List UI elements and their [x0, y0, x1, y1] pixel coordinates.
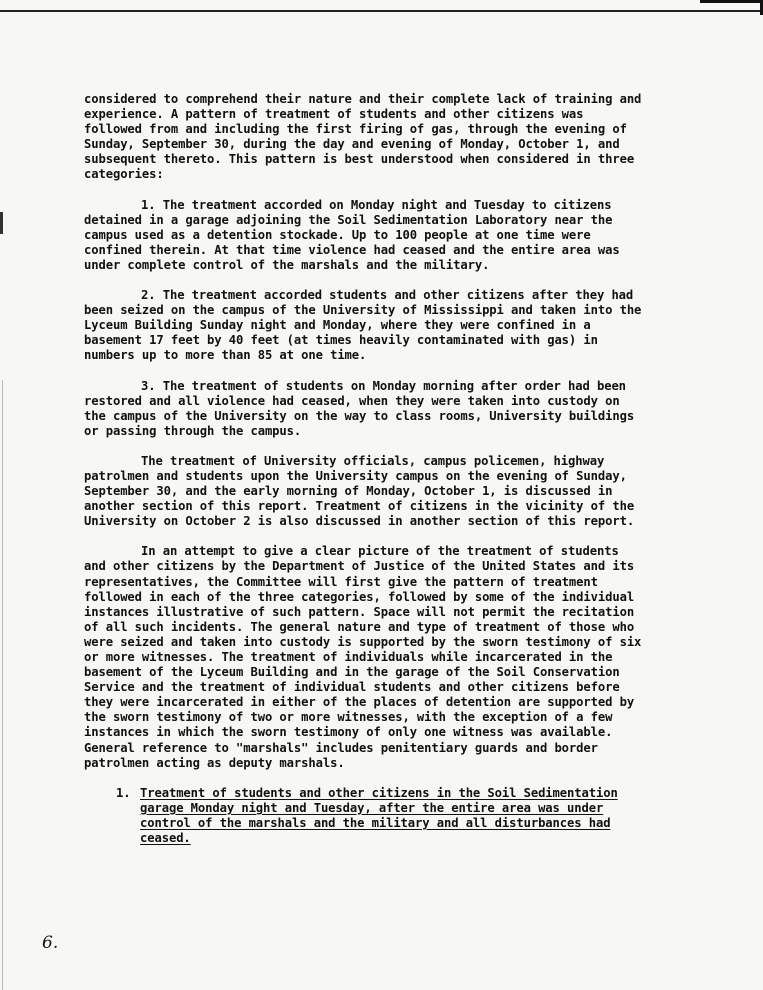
paragraph-intro: considered to comprehend their nature and their complete lack of training and experience. A pattern of treatment of students and other citizens was followed from and including the first firing of gas, through the evening of Sunday, September 30, during the day and evening of Monday, October 1, and subsequent thereto. This pattern is best understood when considered in three categories:: [84, 92, 642, 182]
paragraph-officials: The treatment of University officials, campus policemen, highway patrolmen and students upon the University campus on the evening of Sunday, September 30, and the early morning of Monday, October 1, is discussed in another section of this report. Treatment of citizens in the vicinity of the University on October 2 is also discussed in another section of this report.: [84, 453, 635, 529]
page-number: 6.: [42, 933, 59, 953]
paragraph-committee: In an attempt to give a clear picture of the treatment of students and other citizens by the Department of Justice of the United States and its representatives, the Committee will first give the pattern of treatment followed in each of the three categories, followed by some of the individual instances illustrative of such pattern. Space will not permit the recitation of all such incidents. The general nature and type of treatment of those who were seized and taken into custody is supported by the sworn testimony of six or more witnesses. The treatment of individuals while incarcerated in the basement of the Lyceum Building and in the garage of the Soil Conservation Service and the treatment of individual students and other citizens before they were incarcerated in either of the places of detention are supported by the sworn testimony of two or more witnesses, with the exception of a few instances in which the sworn testimony of only one witness was available. General reference to "marshals" includes penitentiary guards and border patrolmen acting as deputy marshals.: [84, 544, 642, 770]
section-heading: [116, 786, 644, 846]
scan-top-edge: [0, 0, 763, 12]
margin-punch-mark: [0, 212, 3, 234]
paragraph-category-1: 1. The treatment accorded on Monday night and Tuesday to citizens detained in a garage adjoining the Soil Sedimentation Laboratory near the campus used as a detention stockade. Up to 100 people at one time were confined therein. At that time violence had ceased and the entire area was under complete control of the marshals and the military.: [84, 197, 620, 272]
section-heading-number: 1.: [116, 785, 131, 800]
section-heading-text: Treatment of students and other citizens in the Soil Sedimentation garage Monday night and Tuesday, after the entire area was under control of the marshals and the military and all disturbances had ceased.: [140, 785, 618, 846]
paragraph-category-2: 2. The treatment accorded students and other citizens after they had been seized on the campus of the University of Mississippi and taken into the Lyceum Building Sunday night and Monday, where they were confined in a basement 17 feet by 40 feet (at times heavily contaminated with gas) in numbers up to more than 85 at one time.: [84, 288, 642, 363]
margin-edge-line: [2, 380, 3, 990]
paragraph-category-3: 3. The treatment of students on Monday morning after order had been restored and all violence had ceased, when they were taken into custody on the campus of the University on the way to class rooms, University buildings or passing through the campus.: [84, 378, 635, 438]
scan-corner-mark: [700, 0, 763, 15]
document-body: [84, 92, 644, 846]
